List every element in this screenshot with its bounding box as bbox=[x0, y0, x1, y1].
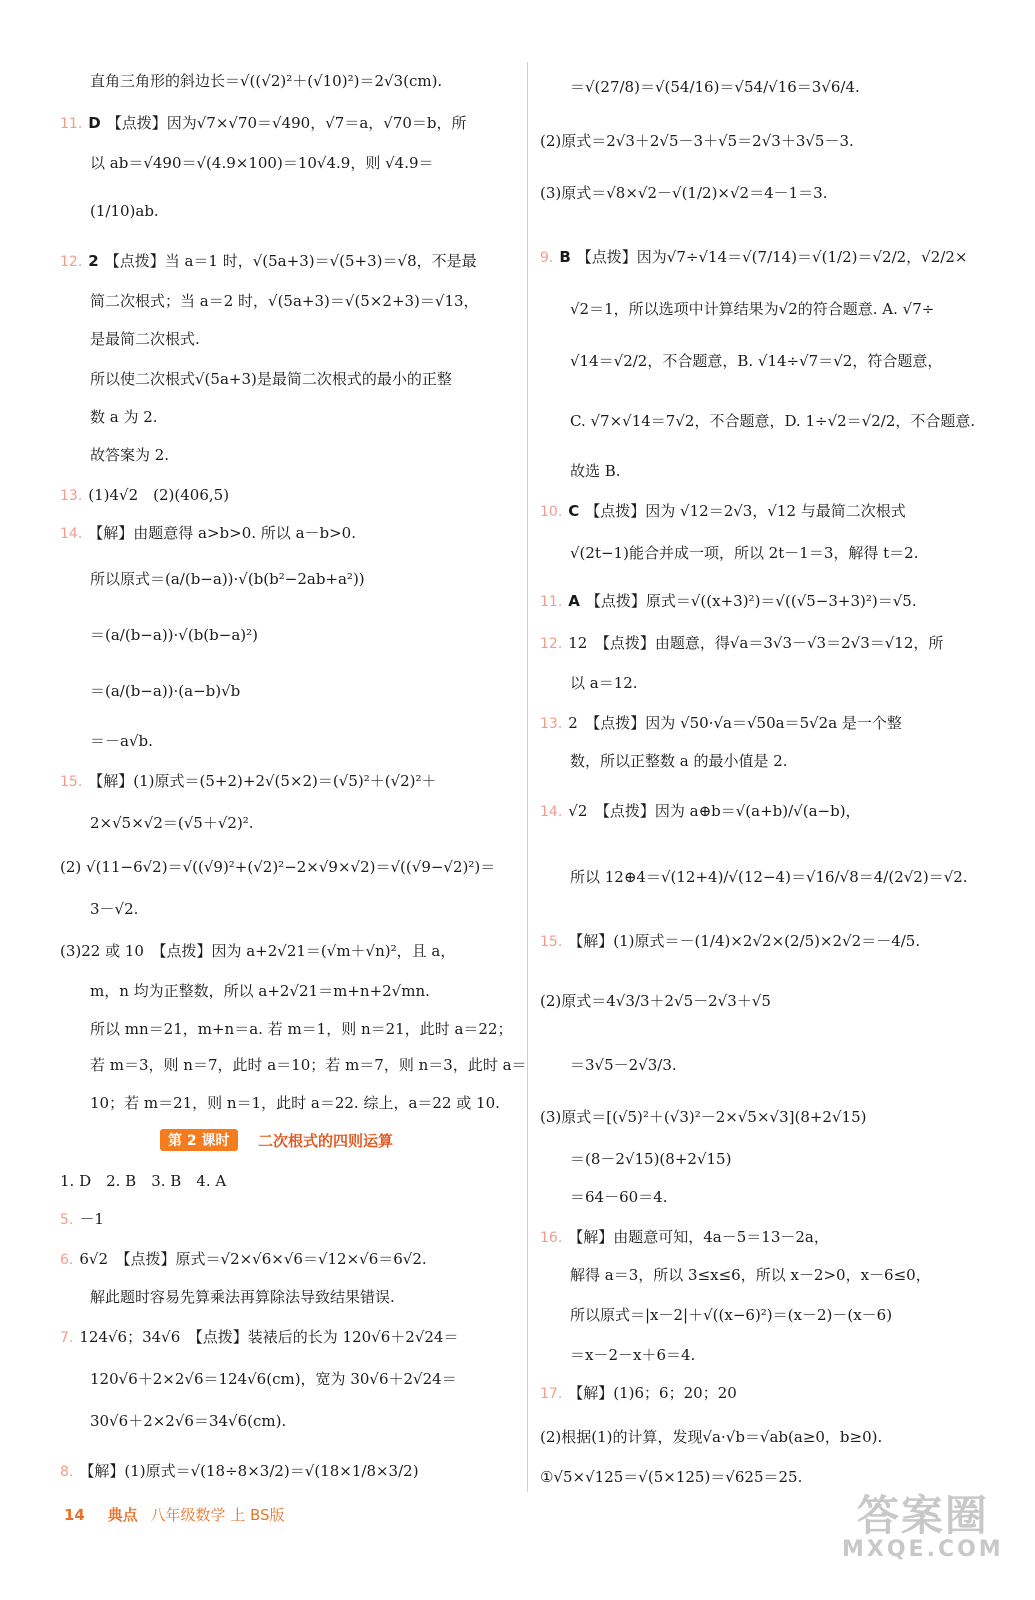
section-title: 二次根式的四则运算 bbox=[258, 1132, 394, 1150]
watermark bbox=[842, 1491, 1004, 1563]
answer-line bbox=[90, 1018, 513, 1040]
answer-text: 所以 mn＝21，m+n＝a. 若 m＝1，则 n＝21，此时 a＝22； bbox=[90, 1020, 513, 1038]
answer-text: 【解】由题意可知，4a－5＝13－2a， bbox=[568, 1228, 829, 1246]
answer-text: 是最简二次根式. bbox=[90, 330, 200, 348]
question-number: 12. bbox=[60, 254, 83, 270]
answer-line bbox=[90, 624, 258, 646]
answer-text: 所以使二次根式√(5a+3)是最简二次根式的最小的正整 bbox=[90, 370, 452, 388]
answer-text: √(2t−1)能合并成一项，所以 2t－1＝3，解得 t＝2. bbox=[570, 544, 919, 562]
answer-text: 6√2 【点拨】原式＝√2×√6×√6＝√12×√6＝6√2. bbox=[79, 1250, 427, 1268]
answer-line bbox=[570, 1344, 695, 1366]
page-number: 14 bbox=[64, 1506, 85, 1524]
answer-line bbox=[90, 730, 153, 752]
answer-text: 【解】(1)原式＝(5+2)+2√(5×2)＝(√5)²＋(√2)²＋ bbox=[88, 772, 437, 790]
answer-text: (2)根据(1)的计算，发现√a·√b＝√ab(a≥0，b≥0). bbox=[540, 1428, 883, 1446]
answer-text: 30√6＋2×2√6＝34√6(cm). bbox=[90, 1412, 287, 1430]
answer-text: 所以原式＝(a/(b−a))·√(b(b²−2ab+a²)) bbox=[90, 570, 365, 588]
answer-text: 所以原式＝|x－2|＋√((x−6)²)＝(x－2)－(x－6) bbox=[570, 1306, 893, 1324]
answer-text: ＝64－60＝4. bbox=[570, 1188, 668, 1206]
answer-line bbox=[570, 1054, 677, 1076]
answer-text: 【点拨】因为√7÷√14＝√(7/14)＝√(1/2)＝√2/2，√2/2× bbox=[576, 248, 968, 266]
answer-text: ＝√(27/8)＝√(54/16)＝√54/√16＝3√6/4. bbox=[570, 78, 860, 96]
book-subject: 八年级数学 上 BS版 bbox=[150, 1506, 285, 1524]
answer-line bbox=[90, 70, 442, 92]
answer-text: ＝(a/(b−a))·√(b(b−a)²) bbox=[90, 626, 258, 644]
answer-line bbox=[60, 856, 495, 878]
answer-text: (2)原式＝4√3/3＋2√5－2√3＋√5 bbox=[540, 992, 771, 1010]
answer-text: m，n 均为正整数，所以 a+2√21＝m+n+2√mn. bbox=[90, 982, 430, 1000]
question-number: 15. bbox=[60, 774, 83, 790]
answer-choice: 2 bbox=[88, 252, 99, 270]
answer-text: 10；若 m＝21，则 n＝1，此时 a＝22. 综上，a＝22 或 10. bbox=[90, 1094, 500, 1112]
answer-line bbox=[60, 112, 467, 135]
answer-text: 【点拨】当 a＝1 时，√(5a+3)＝√(5+3)＝√8，不是最 bbox=[104, 252, 477, 270]
answer-text: 【解】(1)原式＝√(18÷8×3/2)＝√(18×1/8×3/2) bbox=[79, 1462, 419, 1480]
answer-line bbox=[90, 1092, 500, 1114]
answer-text: 所以 12⊕4＝√(12+4)/√(12−4)＝√16/√8＝4/(2√2)＝√2. bbox=[570, 868, 968, 886]
answer-text: (3)原式＝[(√5)²＋(√3)²－2×√5×√3](8+2√15) bbox=[540, 1108, 867, 1126]
answer-line bbox=[540, 930, 920, 953]
answer-text: (3)22 或 10 【点拨】因为 a+2√21＝(√m＋√n)²，且 a， bbox=[60, 942, 456, 960]
answer-text: 124√6；34√6 【点拨】装裱后的长为 120√6＋2√24＝ bbox=[79, 1328, 459, 1346]
answer-text: 简二次根式；当 a＝2 时，√(5a+3)＝√(5×2+3)＝√13， bbox=[90, 292, 479, 310]
answer-text: 【解】(1)原式＝－(1/4)×2√2×(2/5)×2√2＝－4/5. bbox=[568, 932, 921, 950]
answer-choice: A bbox=[568, 592, 580, 610]
answer-line bbox=[90, 290, 479, 312]
question-number: 9. bbox=[540, 250, 554, 266]
answer-line bbox=[540, 1226, 829, 1249]
answer-text: (2) √(11−6√2)＝√((√9)²+(√2)²−2×√9×√2)＝√((√9−√2)²)＝ bbox=[60, 858, 496, 876]
question-number: 7. bbox=[60, 1330, 74, 1346]
question-number: 5. bbox=[60, 1212, 74, 1228]
answer-line bbox=[540, 1382, 737, 1405]
watermark-url: MXQE.COM bbox=[842, 1537, 1004, 1563]
answer-text: 1. D 2. B 3. B 4. A bbox=[60, 1172, 227, 1190]
answer-text: 直角三角形的斜边长＝√((√2)²＋(√10)²)＝2√3(cm). bbox=[90, 72, 443, 90]
answer-line bbox=[60, 1208, 104, 1231]
answer-line bbox=[90, 152, 434, 174]
question-number: 6. bbox=[60, 1252, 74, 1268]
answer-line bbox=[60, 1326, 458, 1349]
answer-line bbox=[60, 522, 356, 545]
page-footer bbox=[64, 1504, 285, 1525]
answer-text: (1/10)ab. bbox=[90, 202, 159, 220]
question-number: 15. bbox=[540, 934, 563, 950]
answer-line bbox=[540, 990, 771, 1012]
answer-line bbox=[90, 812, 254, 834]
answer-text: 12 【点拨】由题意，得√a＝3√3－√3＝2√3＝√12，所 bbox=[568, 634, 944, 652]
answer-text: 数 a 为 2. bbox=[90, 408, 158, 426]
answer-text: √2 【点拨】因为 a⊕b＝√(a+b)/√(a−b)， bbox=[568, 802, 861, 820]
answer-line bbox=[570, 1186, 668, 1208]
answer-line bbox=[60, 1460, 419, 1483]
answer-line bbox=[570, 672, 638, 694]
answer-line bbox=[60, 770, 437, 793]
brand-logo: 典点 bbox=[107, 1506, 138, 1524]
answer-text: 【点拨】因为 √12＝2√3，√12 与最简二次根式 bbox=[585, 502, 906, 520]
answer-line bbox=[90, 1410, 286, 1432]
answer-line bbox=[540, 590, 917, 613]
question-number: 16. bbox=[540, 1230, 563, 1246]
answer-text: 3－√2. bbox=[90, 900, 139, 918]
answer-text: 以 ab＝√490＝√(4.9×100)＝10√4.9，则 √4.9＝ bbox=[90, 154, 434, 172]
answer-line bbox=[570, 410, 975, 432]
answer-line bbox=[570, 866, 968, 888]
section-badge: 第 2 课时 bbox=[160, 1129, 238, 1151]
answer-text: ＝(8－2√15)(8+2√15) bbox=[570, 1150, 732, 1168]
answer-line bbox=[570, 542, 918, 564]
answer-text: 解得 a＝3，所以 3≤x≤6，所以 x－2>0，x－6≤0， bbox=[570, 1266, 931, 1284]
answer-text: ＝3√5－2√3/3. bbox=[570, 1056, 677, 1074]
question-number: 11. bbox=[540, 594, 563, 610]
column-divider bbox=[527, 62, 528, 1492]
answer-choice: D bbox=[88, 114, 101, 132]
answer-line bbox=[90, 406, 158, 428]
watermark-logo: 答案圈 bbox=[856, 1491, 989, 1540]
answer-text: 故答案为 2. bbox=[90, 446, 170, 464]
answer-text: (3)原式＝√8×√2－√(1/2)×√2＝4－1＝3. bbox=[540, 184, 828, 202]
question-number: 13. bbox=[60, 488, 83, 504]
answer-line bbox=[540, 246, 967, 269]
answer-line bbox=[60, 484, 229, 507]
answer-text: ＝－a√b. bbox=[90, 732, 153, 750]
answer-text: 2 【点拨】因为 √50·√a＝√50a＝5√2a 是一个整 bbox=[568, 714, 902, 732]
answer-line bbox=[570, 1148, 731, 1170]
answer-line bbox=[60, 940, 455, 962]
answer-line bbox=[540, 500, 906, 523]
answer-line bbox=[90, 680, 240, 702]
answer-text: 120√6＋2×2√6＝124√6(cm)，宽为 30√6＋2√24＝ bbox=[90, 1370, 457, 1388]
answer-line bbox=[540, 1426, 882, 1448]
answer-line bbox=[540, 632, 943, 655]
answer-line bbox=[90, 1054, 527, 1076]
answer-text: －1 bbox=[79, 1210, 104, 1228]
answer-line bbox=[540, 1466, 802, 1488]
answer-line bbox=[90, 328, 200, 350]
answer-line bbox=[90, 368, 452, 390]
answer-line bbox=[90, 568, 365, 590]
answer-line bbox=[90, 1368, 457, 1390]
answer-line bbox=[60, 1248, 427, 1271]
answer-text: ＝(a/(b−a))·(a−b)√b bbox=[90, 682, 241, 700]
answer-text: 2×√5×√2＝(√5＋√2)². bbox=[90, 814, 254, 832]
answer-line bbox=[570, 750, 788, 772]
answer-line bbox=[540, 130, 854, 152]
question-number: 11. bbox=[60, 116, 83, 132]
answer-text: 若 m＝3，则 n＝7，此时 a＝10；若 m＝7，则 n＝3，此时 a＝ bbox=[90, 1056, 527, 1074]
answer-line bbox=[540, 1106, 866, 1128]
question-number: 12. bbox=[540, 636, 563, 652]
answer-text: 以 a＝12. bbox=[570, 674, 638, 692]
answer-text: (2)原式＝2√3＋2√5－3＋√5＝2√3＋3√5－3. bbox=[540, 132, 854, 150]
question-number: 8. bbox=[60, 1464, 74, 1480]
answer-text: 故选 B. bbox=[570, 462, 621, 480]
answer-text: √2＝1，所以选项中计算结果为√2的符合题意. A. √7÷ bbox=[570, 300, 935, 318]
answer-text: ＝x－2－x＋6＝4. bbox=[570, 1346, 696, 1364]
answer-line bbox=[540, 800, 861, 823]
answer-text: 【解】由题意得 a>b>0. 所以 a－b>0. bbox=[88, 524, 356, 542]
answer-line bbox=[90, 898, 138, 920]
answer-text: ①√5×√125＝√(5×125)＝√625＝25. bbox=[540, 1468, 803, 1486]
answer-text: 【解】(1)6；6；20；20 bbox=[568, 1384, 737, 1402]
answer-line bbox=[90, 1286, 395, 1308]
answer-line bbox=[90, 200, 159, 222]
answer-text: C. √7×√14＝7√2，不合题意，D. 1÷√2＝√2/2，不合题意. bbox=[570, 412, 976, 430]
answer-line bbox=[90, 980, 430, 1002]
question-number: 17. bbox=[540, 1386, 563, 1402]
answer-text: 【点拨】因为√7×√70＝√490，√7＝a，√70＝b，所 bbox=[106, 114, 467, 132]
question-number: 10. bbox=[540, 504, 563, 520]
answer-line bbox=[570, 460, 621, 482]
question-number: 14. bbox=[540, 804, 563, 820]
answer-line bbox=[540, 712, 902, 735]
answer-text: 解此题时容易先算乘法再算除法导致结果错误. bbox=[90, 1288, 395, 1306]
answer-line bbox=[60, 1170, 226, 1192]
answer-line bbox=[570, 298, 934, 320]
answer-line bbox=[570, 1304, 892, 1326]
answer-choice: B bbox=[559, 248, 571, 266]
question-number: 13. bbox=[540, 716, 563, 732]
answer-text: √14＝√2/2，不合题意，B. √14÷√7＝√2，符合题意， bbox=[570, 352, 943, 370]
answer-line bbox=[570, 1264, 931, 1286]
answer-text: (1)4√2 (2)(406,5) bbox=[88, 486, 230, 504]
answer-line bbox=[60, 250, 477, 273]
question-number: 14. bbox=[60, 526, 83, 542]
answer-text: 【点拨】原式＝√((x+3)²)＝√((√5−3+3)²)＝√5. bbox=[585, 592, 917, 610]
answer-line bbox=[540, 182, 828, 204]
answer-choice: C bbox=[568, 502, 580, 520]
answer-line bbox=[90, 444, 169, 466]
answer-line bbox=[570, 76, 860, 98]
answer-line bbox=[570, 350, 942, 372]
answer-text: 数，所以正整数 a 的最小值是 2. bbox=[570, 752, 788, 770]
